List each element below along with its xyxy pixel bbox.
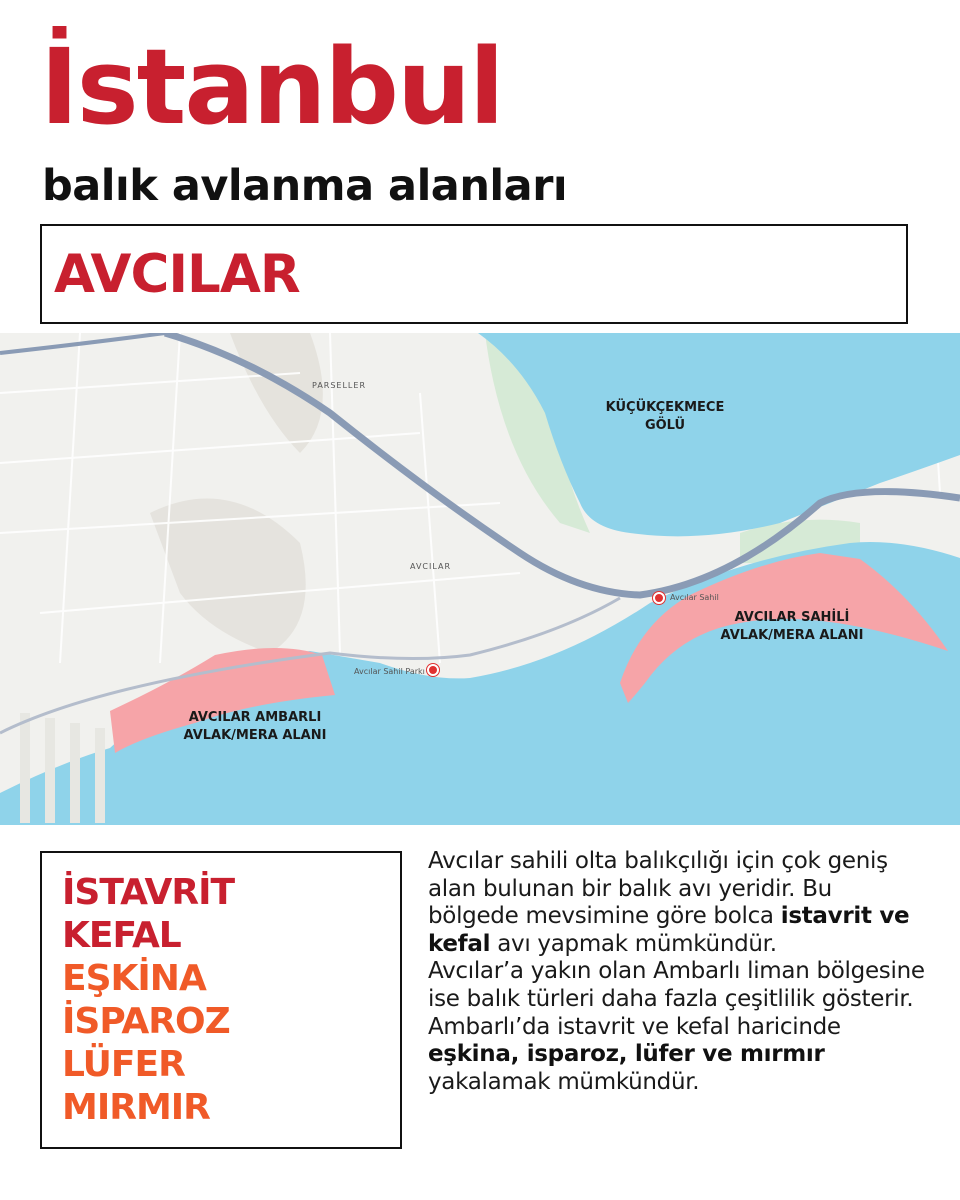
species-item: İSPAROZ [62,1001,230,1042]
description-p1-bold: istavrit ve kefal [428,903,910,957]
species-item: EŞKİNA [62,958,206,999]
description-p2-bold: eşkina, isparoz, lüfer ve mırmır [428,1041,825,1068]
poi-pin-icon[interactable] [653,592,665,604]
poi-pin-icon[interactable] [427,664,439,676]
species-list [62,871,234,1129]
description [428,848,928,1096]
lake-label: KÜÇÜKÇEKMECE GÖLÜ [605,400,725,433]
page-title: İstanbul [40,26,503,148]
poi-avcilar-sahil: Avcılar Sahil [670,593,719,602]
page-subtitle: balık avlanma alanları [42,161,568,211]
species-item: İSTAVRİT [62,872,235,913]
poi-avcilar-sahil-parki: Avcılar Sahil Parkı [354,667,425,676]
place-parseller: PARSELLER [312,381,367,390]
map-canvas [0,333,960,825]
map [0,333,960,825]
species-item: MIRMIR [62,1087,210,1128]
description-p2-end: yakalamak mümkündür. [428,1068,700,1095]
zone-ambarli-label: AVCILAR AMBARLI AVLAK/MERA ALANI [183,710,327,743]
place-avcilar: AVCILAR [410,562,452,571]
species-item: LÜFER [62,1044,185,1085]
description-p1-end: avı yapmak mümkündür. [490,930,777,957]
district-box [40,224,908,324]
species-item: KEFAL [62,915,181,956]
species-box [40,851,402,1149]
description-p2-start: Avcılar’a yakın olan Ambarlı liman bölgesine ise balık türleri daha fazla çeşitlilik gösterir. Ambarlı’da istavrit ve kefal haricinde [428,958,925,1040]
description-p1-start: Avcılar sahili olta balıkçılığı için çok geniş alan bulunan bir balık avı yeridir. Bu bölgede mevsimine göre bolca [428,848,888,930]
district-name: AVCILAR [54,244,300,305]
zone-sahil-label: AVCILAR SAHİLİ AVLAK/MERA ALANI [720,610,864,643]
